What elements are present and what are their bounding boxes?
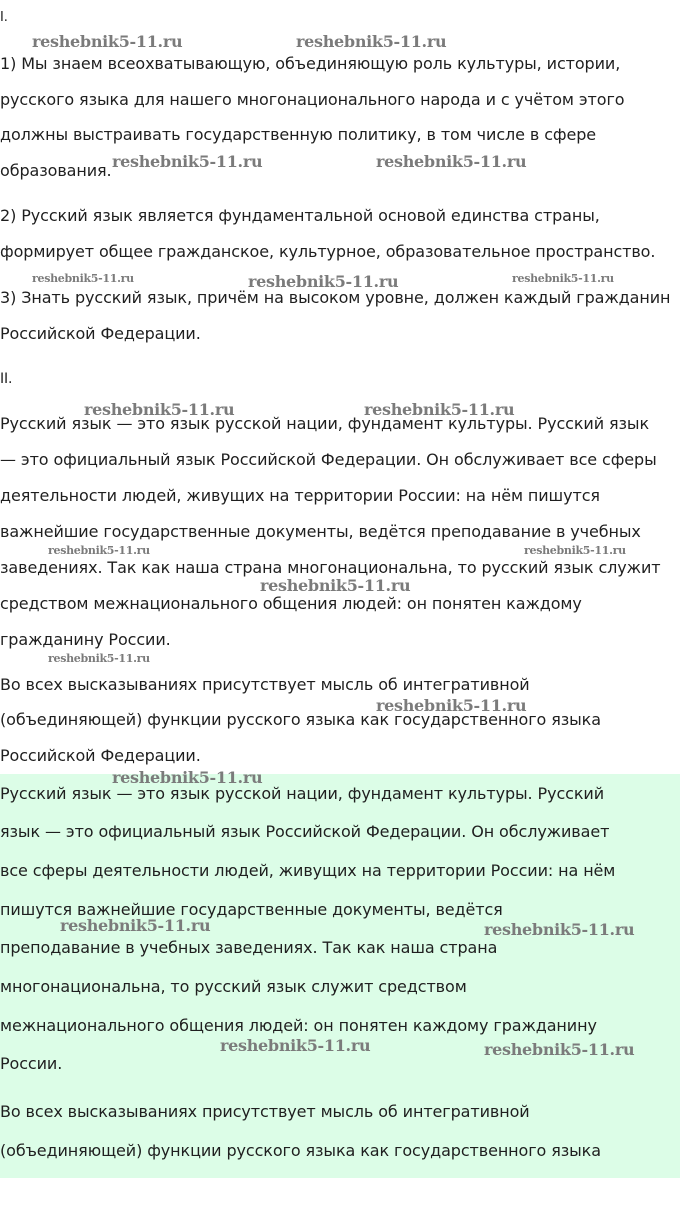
- answer-line: многонациональна, то русский язык служит средством: [0, 977, 467, 996]
- section-2-line: Российской Федерации.: [0, 746, 201, 765]
- watermark-text: reshebnik5-11.ru: [376, 696, 527, 715]
- watermark-text: reshebnik5-11.ru: [48, 652, 150, 665]
- section-2-line: средством межнационального общения людей: он понятен каждому: [0, 594, 582, 613]
- answer-line: язык — это официальный язык Российской Федерации. Он обслуживает: [0, 822, 610, 841]
- watermark-text: reshebnik5-11.ru: [32, 272, 134, 285]
- section-2-line: важнейшие государственные документы, ведётся преподавание в учебных: [0, 522, 641, 541]
- answer-line: Русский язык — это язык русской нации, фундамент культуры. Русский: [0, 784, 605, 803]
- section-2-line: заведениях. Так как наша страна многонациональна, то русский язык служит: [0, 558, 661, 577]
- watermark-text: reshebnik5-11.ru: [484, 920, 635, 939]
- answer-line: все сферы деятельности людей, живущих на территории России: на нём: [0, 861, 616, 880]
- section-2-line: Русский язык — это язык русской нации, фундамент культуры. Русский язык: [0, 414, 650, 433]
- section-2-line: деятельности людей, живущих на территории России: на нём пишутся: [0, 486, 600, 505]
- watermark-text: reshebnik5-11.ru: [376, 152, 527, 171]
- section-2-heading: II.: [0, 371, 13, 387]
- answer-line: Во всех высказываниях присутствует мысль об интегративной: [0, 1102, 530, 1121]
- watermark-text: reshebnik5-11.ru: [512, 272, 614, 285]
- answer-line: межнационального общения людей: он понятен каждому гражданину: [0, 1016, 597, 1035]
- watermark-text: reshebnik5-11.ru: [260, 576, 411, 595]
- section-2-line: (объединяющей) функции русского языка как государственного языка: [0, 710, 601, 729]
- watermark-text: reshebnik5-11.ru: [48, 544, 150, 557]
- section-1-line: образования.: [0, 161, 112, 180]
- section-2-line: Во всех высказываниях присутствует мысль об интегративной: [0, 675, 530, 694]
- watermark-text: reshebnik5-11.ru: [248, 272, 399, 291]
- section-1-line: формирует общее гражданское, культурное, образовательное пространство.: [0, 242, 656, 261]
- watermark-text: reshebnik5-11.ru: [60, 916, 211, 935]
- section-1-line: Российской Федерации.: [0, 324, 201, 343]
- section-1-line: должны выстраивать государственную политику, в том числе в сфере: [0, 125, 597, 144]
- watermark-text: reshebnik5-11.ru: [32, 32, 183, 51]
- watermark-text: reshebnik5-11.ru: [112, 768, 263, 787]
- section-1-line: русского языка для нашего многонационального народа и с учётом этого: [0, 90, 625, 109]
- section-2-line: — это официальный язык Российской Федерации. Он обслуживает все сферы: [0, 450, 657, 469]
- watermark-text: reshebnik5-11.ru: [296, 32, 447, 51]
- watermark-text: reshebnik5-11.ru: [220, 1036, 371, 1055]
- watermark-text: reshebnik5-11.ru: [524, 544, 626, 557]
- watermark-text: reshebnik5-11.ru: [364, 400, 515, 419]
- answer-line: России.: [0, 1054, 63, 1073]
- section-1-heading: I.: [0, 10, 8, 25]
- watermark-text: reshebnik5-11.ru: [484, 1040, 635, 1059]
- section-1-line: 3) Знать русский язык, причём на высоком уровне, должен каждый гражданин: [0, 288, 671, 307]
- answer-line: преподавание в учебных заведениях. Так как наша страна: [0, 938, 498, 957]
- section-1-line: 2) Русский язык является фундаментальной основой единства страны,: [0, 206, 600, 225]
- watermark-text: reshebnik5-11.ru: [112, 152, 263, 171]
- watermark-text: reshebnik5-11.ru: [84, 400, 235, 419]
- answer-line: пишутся важнейшие государственные документы, ведётся: [0, 900, 503, 919]
- answer-line: (объединяющей) функции русского языка как государственного языка: [0, 1141, 601, 1160]
- section-1-line: 1) Мы знаем всеохватывающую, объединяющую роль культуры, истории,: [0, 54, 621, 73]
- section-2-line: гражданину России.: [0, 630, 171, 649]
